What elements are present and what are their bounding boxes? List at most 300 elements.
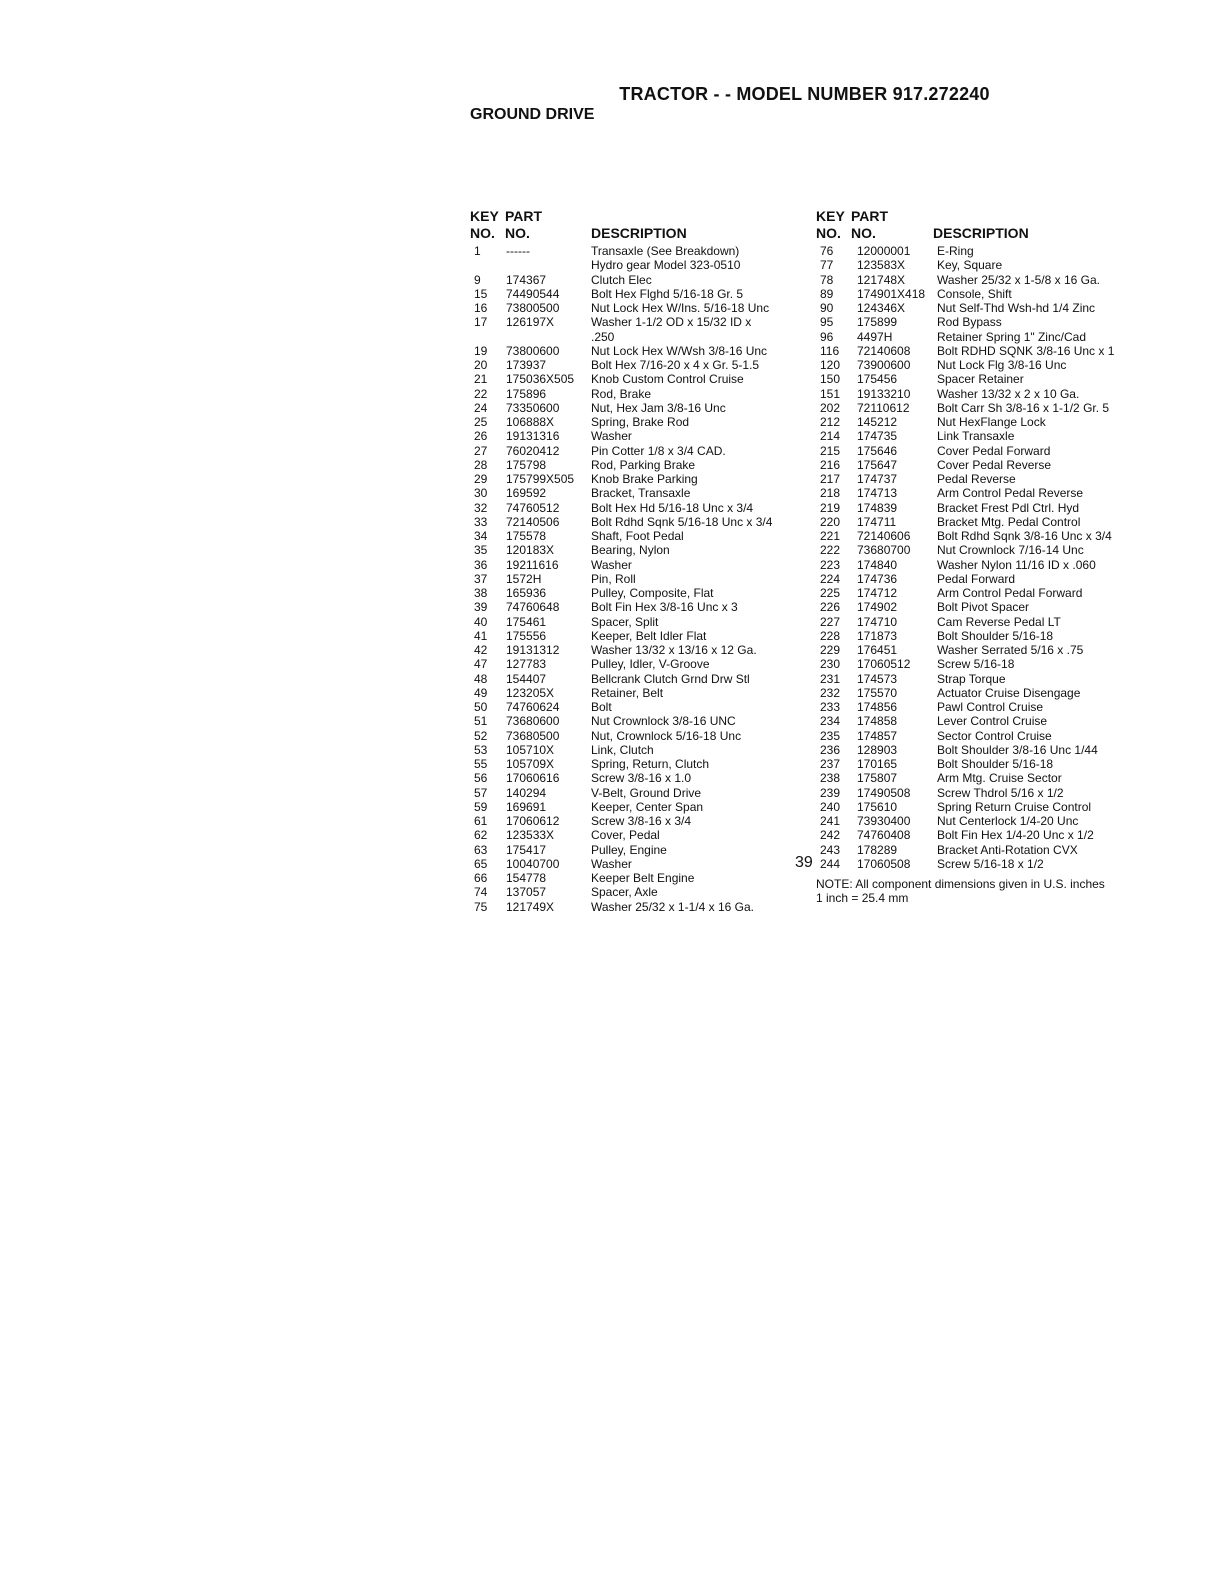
table-row: [816, 786, 1156, 800]
key-no-cell: 116: [820, 343, 840, 358]
part-no-cell: 4497H: [857, 329, 893, 344]
key-no-cell: 219: [820, 500, 841, 515]
description-cell: Bolt Pivot Spacer: [937, 600, 1030, 615]
table-row: [470, 629, 810, 643]
table-row: [816, 843, 1156, 857]
key-header: KEY: [816, 208, 845, 224]
description-cell: Keeper, Center Span: [591, 799, 704, 814]
description-cell: Arm Mtg. Cruise Sector: [937, 771, 1062, 786]
key-no-cell: 65: [474, 856, 488, 871]
description-cell: Strap Torque: [937, 671, 1006, 686]
table-row: [470, 401, 810, 415]
part-no-cell: 74760408: [857, 828, 911, 843]
key-no-cell: 50: [474, 700, 488, 714]
key-no-cell: 231: [820, 671, 841, 686]
part-no-cell: 73680600: [506, 714, 560, 729]
table-row: [816, 586, 1156, 600]
table-row: [470, 429, 810, 443]
key-no-cell: 42: [474, 643, 488, 657]
description-cell: Bearing, Nylon: [591, 543, 670, 558]
key-no-cell: 55: [474, 757, 488, 771]
part-header: PART: [851, 208, 889, 224]
table-row: [816, 629, 1156, 643]
part-no-cell: 105710X: [506, 742, 555, 757]
description-cell: Pawl Control Cruise: [937, 700, 1044, 714]
part-no-cell: 173937: [506, 358, 547, 372]
description-cell: Rod Bypass: [937, 315, 1002, 330]
description-cell: Bracket, Transaxle: [591, 486, 691, 501]
part-no-cell: 140294: [506, 785, 547, 800]
table-row: [470, 387, 810, 401]
description-cell: Pedal Forward: [937, 571, 1016, 586]
key-no-cell: 59: [474, 799, 488, 814]
key-no-cell: 53: [474, 742, 488, 757]
part-no-cell: 17060508: [857, 856, 911, 871]
key-no-cell: 244: [820, 856, 841, 871]
key-no-cell: 21: [474, 372, 488, 387]
key-no-cell: 33: [474, 514, 488, 529]
key-no-cell: 26: [474, 429, 488, 444]
parts-table-left: [470, 208, 810, 914]
description-cell: Actuator Cruise Disengage: [937, 685, 1081, 700]
table-row: [816, 315, 1156, 329]
description-cell: E-Ring: [937, 244, 974, 258]
part-no-cell: 174712: [857, 586, 898, 600]
key-no-header: NO.: [816, 225, 841, 241]
part-no-header: NO.: [505, 225, 530, 241]
part-no-cell: 72140608: [857, 343, 911, 358]
part-no-cell: 128903: [857, 742, 898, 757]
part-no-cell: 145212: [857, 415, 898, 429]
table-row: [816, 672, 1156, 686]
key-no-cell: 9: [474, 272, 481, 287]
description-cell: Washer: [591, 856, 632, 871]
key-header: KEY: [470, 208, 499, 224]
description-cell: Bolt RDHD SQNK 3/8-16 Unc x 1: [937, 343, 1115, 358]
key-no-cell: 242: [820, 828, 841, 843]
description-cell: Washer: [591, 557, 632, 572]
description-cell: .250: [591, 329, 615, 344]
part-no-header: NO.: [851, 225, 876, 241]
key-no-cell: 120: [820, 358, 841, 372]
part-no-cell: 174856: [857, 700, 898, 714]
table-row: [816, 287, 1156, 301]
table-row: [470, 244, 810, 258]
description-cell: Pin, Roll: [591, 571, 636, 586]
description-cell: Screw 5/16-18 x 1/2: [937, 856, 1044, 871]
table-row: [470, 615, 810, 629]
key-no-cell: 17: [474, 315, 488, 330]
key-no-cell: 77: [820, 258, 834, 273]
table-row: [816, 458, 1156, 472]
key-no-cell: 229: [820, 643, 841, 657]
table-row: [816, 401, 1156, 415]
part-no-cell: 174840: [857, 557, 898, 572]
description-cell: Arm Control Pedal Forward: [937, 586, 1083, 600]
description-cell: Cover Pedal Forward: [937, 443, 1051, 458]
key-no-cell: 233: [820, 700, 841, 714]
description-cell: Nut Crownlock 3/8-16 UNC: [591, 714, 736, 729]
table-row: [470, 771, 810, 785]
key-no-cell: 22: [474, 386, 488, 401]
part-no-cell: 73680700: [857, 543, 911, 558]
part-no-cell: 137057: [506, 885, 547, 900]
part-no-cell: 175417: [506, 842, 547, 857]
dimension-note: [816, 877, 1156, 905]
table-row: [816, 657, 1156, 671]
key-no-cell: 230: [820, 657, 841, 672]
description-cell: Screw Thdrol 5/16 x 1/2: [937, 785, 1064, 800]
part-no-cell: 175461: [506, 614, 547, 629]
table-row: [470, 301, 810, 315]
key-no-cell: 36: [474, 557, 488, 572]
key-no-cell: 235: [820, 728, 841, 743]
key-no-header: NO.: [470, 225, 495, 241]
table-row: [470, 600, 810, 614]
part-no-cell: 17060612: [506, 814, 560, 828]
part-no-cell: 73900600: [857, 358, 911, 372]
description-cell: Screw 5/16-18: [937, 657, 1015, 672]
table-row: [470, 372, 810, 386]
part-no-cell: 175570: [857, 685, 898, 700]
part-no-cell: 19133210: [857, 386, 911, 401]
table-row: [470, 586, 810, 600]
description-cell: Arm Control Pedal Reverse: [937, 486, 1084, 501]
description-cell: Bolt Rdhd Sqnk 5/16-18 Unc x 3/4: [591, 514, 773, 529]
table-row: [816, 372, 1156, 386]
key-no-cell: 61: [474, 814, 488, 828]
description-cell: Retainer, Belt: [591, 685, 664, 700]
table-row: [470, 330, 810, 344]
part-no-cell: 1572H: [506, 571, 542, 586]
table-row: [816, 828, 1156, 842]
part-no-cell: 73350600: [506, 400, 560, 415]
table-row: [816, 486, 1156, 500]
key-no-cell: 35: [474, 543, 488, 558]
table-row: [470, 786, 810, 800]
key-no-cell: 49: [474, 685, 488, 700]
part-no-cell: 175646: [857, 443, 898, 458]
part-no-cell: 127783: [506, 657, 547, 672]
description-header: DESCRIPTION: [933, 225, 1029, 241]
description-cell: Nut, Crownlock 5/16-18 Unc: [591, 728, 742, 743]
description-cell: Rod, Brake: [591, 386, 652, 401]
key-no-cell: 236: [820, 742, 841, 757]
part-no-cell: 72110612: [857, 400, 910, 415]
table-row: [816, 472, 1156, 486]
part-no-cell: 19131312: [506, 643, 560, 657]
table-row: [816, 558, 1156, 572]
part-no-cell: 175036X505: [506, 372, 575, 387]
part-no-cell: 73800500: [506, 301, 560, 315]
table-row: [816, 301, 1156, 315]
table-row: [816, 757, 1156, 771]
table-row: [816, 501, 1156, 515]
part-no-cell: 105709X: [506, 757, 555, 771]
part-no-cell: 174713: [857, 486, 898, 501]
table-row: [816, 444, 1156, 458]
table-row: [470, 714, 810, 728]
description-cell: Bolt Shoulder 3/8-16 Unc 1/44: [937, 742, 1098, 757]
table-row: [816, 529, 1156, 543]
key-no-cell: 66: [474, 871, 488, 885]
table-row: [816, 800, 1156, 814]
key-no-cell: 40: [474, 614, 488, 629]
description-cell: Spacer, Split: [591, 614, 659, 629]
table-row: [470, 358, 810, 372]
key-no-cell: 38: [474, 586, 488, 600]
description-cell: Pin Cotter 1/8 x 3/4 CAD.: [591, 443, 726, 458]
table-row: [470, 258, 810, 272]
description-cell: Washer 1-1/2 OD x 15/32 ID x: [591, 315, 752, 330]
key-no-cell: 48: [474, 671, 488, 686]
description-cell: Washer 13/32 x 2 x 10 Ga.: [937, 386, 1080, 401]
table-row: [470, 558, 810, 572]
description-cell: Washer Serrated 5/16 x .75: [937, 643, 1084, 657]
part-no-cell: 174858: [857, 714, 898, 729]
key-no-cell: 51: [474, 714, 488, 729]
key-no-cell: 238: [820, 771, 841, 786]
description-cell: Washer 25/32 x 1-1/4 x 16 Ga.: [591, 899, 754, 914]
key-no-cell: 25: [474, 415, 488, 429]
key-no-cell: 96: [820, 329, 834, 344]
description-cell: Bolt Fin Hex 3/8-16 Unc x 3: [591, 600, 738, 615]
part-no-cell: 169691: [506, 799, 547, 814]
key-no-cell: 62: [474, 828, 488, 843]
part-no-cell: 123583X: [857, 258, 906, 273]
table-row: [470, 486, 810, 500]
key-no-cell: 16: [474, 301, 488, 315]
part-no-cell: 171873: [857, 628, 898, 643]
description-cell: Spring, Return, Clutch: [591, 757, 710, 771]
description-cell: Spacer, Axle: [591, 885, 658, 900]
parts-table-right: [816, 208, 1156, 905]
description-cell: Cover Pedal Reverse: [937, 457, 1052, 472]
description-cell: Bellcrank Clutch Grnd Drw Stl: [591, 671, 750, 686]
description-cell: Key, Square: [937, 258, 1003, 273]
description-cell: Clutch Elec: [591, 272, 652, 287]
description-cell: Keeper, Belt Idler Flat: [591, 628, 707, 643]
part-no-cell: 175799X505: [506, 472, 575, 486]
table-row: [816, 358, 1156, 372]
part-no-cell: 175647: [857, 457, 898, 472]
description-cell: Keeper Belt Engine: [591, 871, 695, 885]
key-no-cell: 218: [820, 486, 841, 501]
part-no-cell: 169592: [506, 486, 547, 501]
table-row: [470, 515, 810, 529]
key-no-cell: 34: [474, 529, 488, 543]
description-cell: Bolt Hex Flghd 5/16-18 Gr. 5: [591, 286, 744, 301]
part-no-cell: 175807: [857, 771, 898, 786]
key-no-cell: 234: [820, 714, 841, 729]
note-line-1: NOTE: All component dimensions given in U.S. inches: [816, 877, 1105, 891]
table-row: [470, 828, 810, 842]
part-no-cell: 174735: [857, 429, 898, 444]
key-no-cell: 217: [820, 472, 841, 486]
key-no-cell: 227: [820, 614, 841, 629]
key-no-cell: 212: [820, 415, 841, 429]
description-cell: Knob Custom Control Cruise: [591, 372, 744, 387]
key-no-cell: 220: [820, 514, 841, 529]
description-cell: Washer 25/32 x 1-5/8 x 16 Ga.: [937, 272, 1100, 287]
description-cell: Bolt Shoulder 5/16-18: [937, 628, 1054, 643]
part-no-cell: 123205X: [506, 685, 555, 700]
table-row: [816, 330, 1156, 344]
description-cell: Spring Return Cruise Control: [937, 799, 1092, 814]
key-no-cell: 226: [820, 600, 841, 615]
table-row: [470, 700, 810, 714]
part-no-cell: 74490544: [506, 286, 560, 301]
part-no-cell: 174711: [857, 514, 897, 529]
part-no-cell: 174367: [506, 272, 547, 287]
table-row: [470, 743, 810, 757]
table-row: [470, 686, 810, 700]
table-row: [470, 885, 810, 899]
part-no-cell: 19131316: [506, 429, 560, 444]
table-row: [816, 344, 1156, 358]
key-no-cell: 78: [820, 272, 834, 287]
table-row: [470, 472, 810, 486]
key-no-cell: 15: [474, 286, 488, 301]
table-row: [816, 600, 1156, 614]
part-no-cell: 17060616: [506, 771, 560, 786]
key-no-cell: 243: [820, 842, 841, 857]
part-no-cell: 170165: [857, 757, 898, 771]
part-no-cell: 73680500: [506, 728, 560, 743]
description-cell: Bolt Fin Hex 1/4-20 Unc x 1/2: [937, 828, 1094, 843]
part-no-cell: 124346X: [857, 301, 906, 315]
table-row: [816, 572, 1156, 586]
key-no-cell: 20: [474, 358, 488, 372]
key-no-cell: 202: [820, 400, 841, 415]
part-no-cell: 19211616: [506, 557, 559, 572]
part-no-cell: 174902: [857, 600, 898, 615]
key-no-cell: 24: [474, 400, 488, 415]
key-no-cell: 41: [474, 628, 488, 643]
description-cell: Shaft, Foot Pedal: [591, 529, 684, 543]
description-cell: Nut Lock Hex W/Wsh 3/8-16 Unc: [591, 343, 768, 358]
key-no-cell: 214: [820, 429, 841, 444]
part-no-cell: 178289: [857, 842, 898, 857]
description-cell: Bolt Carr Sh 3/8-16 x 1-1/2 Gr. 5: [937, 400, 1110, 415]
description-cell: Washer 13/32 x 13/16 x 12 Ga.: [591, 643, 757, 657]
part-no-cell: 121749X: [506, 899, 555, 914]
part-no-cell: 106888X: [506, 415, 555, 429]
key-no-cell: 95: [820, 315, 834, 330]
key-no-cell: 221: [820, 529, 841, 543]
description-cell: Link Transaxle: [937, 429, 1015, 444]
part-no-cell: 123533X: [506, 828, 555, 843]
key-no-cell: 75: [474, 899, 488, 914]
table-row: [816, 729, 1156, 743]
key-no-cell: 151: [820, 386, 841, 401]
key-no-cell: 232: [820, 685, 841, 700]
description-cell: Nut Lock Hex W/Ins. 5/16-18 Unc: [591, 301, 770, 315]
part-no-cell: 174857: [857, 728, 898, 743]
table-row: [470, 529, 810, 543]
key-no-cell: 32: [474, 500, 488, 515]
table-header: [816, 208, 1156, 244]
part-no-cell: 72140606: [857, 529, 911, 543]
description-cell: Nut HexFlange Lock: [937, 415, 1046, 429]
description-cell: Pulley, Idler, V-Groove: [591, 657, 710, 672]
key-no-cell: 74: [474, 885, 488, 900]
part-no-cell: 175456: [857, 372, 898, 387]
table-row: [470, 729, 810, 743]
description-cell: Bracket Mtg. Pedal Control: [937, 514, 1081, 529]
table-row: [470, 344, 810, 358]
table-row: [816, 743, 1156, 757]
description-cell: Lever Control Cruise: [937, 714, 1048, 729]
key-no-cell: 19: [474, 343, 488, 358]
description-cell: Nut Centerlock 1/4-20 Unc: [937, 814, 1079, 828]
key-no-cell: 30: [474, 486, 488, 501]
parts-list-right: [816, 244, 1156, 871]
part-no-cell: 174737: [857, 472, 898, 486]
table-row: [470, 657, 810, 671]
part-no-cell: 174839: [857, 500, 898, 515]
part-no-cell: 174710: [857, 614, 898, 629]
description-cell: Pulley, Engine: [591, 842, 667, 857]
table-row: [470, 672, 810, 686]
description-cell: Washer: [591, 429, 632, 444]
description-cell: Rod, Parking Brake: [591, 457, 696, 472]
description-cell: Bolt Shoulder 5/16-18: [937, 757, 1054, 771]
part-no-cell: 176451: [857, 643, 898, 657]
description-header: DESCRIPTION: [591, 225, 687, 241]
table-row: [470, 273, 810, 287]
part-no-cell: 12000001: [857, 244, 911, 258]
part-no-cell: 174573: [857, 671, 898, 686]
part-header: PART: [505, 208, 543, 224]
key-no-cell: 237: [820, 757, 841, 771]
part-no-cell: 175578: [506, 529, 547, 543]
table-row: [816, 643, 1156, 657]
key-no-cell: 27: [474, 443, 488, 458]
description-cell: Screw 3/8-16 x 3/4: [591, 814, 692, 828]
description-cell: Screw 3/8-16 x 1.0: [591, 771, 692, 786]
description-cell: Nut Self-Thd Wsh-hd 1/4 Zinc: [937, 301, 1096, 315]
description-cell: Bracket Frest Pdl Ctrl. Hyd: [937, 500, 1080, 515]
section-title: GROUND DRIVE: [470, 106, 595, 123]
description-cell: Knob Brake Parking: [591, 472, 698, 486]
key-no-cell: 39: [474, 600, 488, 615]
description-cell: Nut Crownlock 7/16-14 Unc: [937, 543, 1084, 558]
description-cell: Sector Control Cruise: [937, 728, 1052, 743]
table-header: [470, 208, 810, 244]
key-no-cell: 216: [820, 457, 841, 472]
page-number: 39: [795, 854, 813, 871]
table-row: [816, 814, 1156, 828]
part-no-cell: 175610: [857, 799, 898, 814]
table-row: [816, 429, 1156, 443]
key-no-cell: 223: [820, 557, 841, 572]
table-row: [816, 700, 1156, 714]
table-row: [816, 387, 1156, 401]
description-cell: Washer Nylon 11/16 ID x .060: [937, 557, 1096, 572]
part-no-cell: ------: [506, 244, 530, 258]
table-row: [470, 543, 810, 557]
key-no-cell: 1: [474, 244, 481, 258]
description-cell: Cover, Pedal: [591, 828, 660, 843]
key-no-cell: 89: [820, 286, 834, 301]
key-no-cell: 222: [820, 543, 841, 558]
table-row: [470, 900, 810, 914]
key-no-cell: 76: [820, 244, 834, 258]
part-no-cell: 174901X418: [857, 286, 926, 301]
key-no-cell: 228: [820, 628, 841, 643]
table-row: [470, 287, 810, 301]
